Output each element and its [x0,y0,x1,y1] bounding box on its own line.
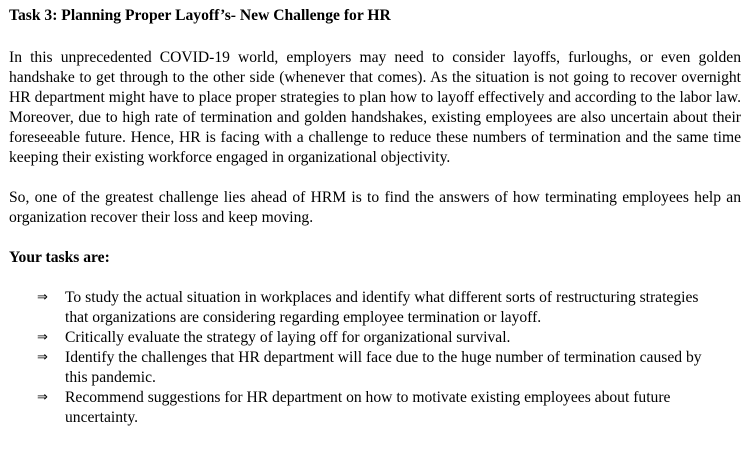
task-item [37,288,705,328]
tasks-heading: Your tasks are: [9,249,110,266]
document-page [9,6,741,428]
task-item [37,388,705,428]
task-item [37,348,705,388]
double-arrow-icon: ⇒ [37,350,48,365]
task-text: Recommend suggestions for HR department on how to motivate existing employees about future uncertainty. [65,389,671,426]
intro-paragraph: In this unprecedented COVID-19 world, employers may need to consider layoffs, furloughs, or even golden handshake to get through to the other side (whenever that comes). As the situation is not going to recover overnight HR department might have to place proper strategies to plan how to layoff effectively and according to the labor law. Moreover, due to high rate of termination and golden handshakes, existing employees are also uncertain about their foreseeable future. Hence, HR is facing with a challenge to reduce these numbers of termination and the same time keeping their existing workforce engaged in organizational objectivity. [9,49,741,166]
challenge-paragraph: So, one of the greatest challenge lies ahead of HRM is to find the answers of how terminating employees help an organization recover their loss and keep moving. [9,189,741,226]
task-list [9,288,741,428]
double-arrow-icon: ⇒ [37,290,48,305]
double-arrow-icon: ⇒ [37,390,48,405]
task-text: Critically evaluate the strategy of laying off for organizational survival. [65,329,511,346]
task-title: Task 3: Planning Proper Layoff’s- New Challenge for HR [9,7,391,24]
task-item [37,328,705,348]
task-text: To study the actual situation in workplaces and identify what different sorts of restructuring strategies that organizations are considering regarding employee termination or layoff. [65,289,699,326]
double-arrow-icon: ⇒ [37,330,48,345]
task-text: Identify the challenges that HR department will face due to the huge number of termination caused by this pandemic. [65,349,702,386]
